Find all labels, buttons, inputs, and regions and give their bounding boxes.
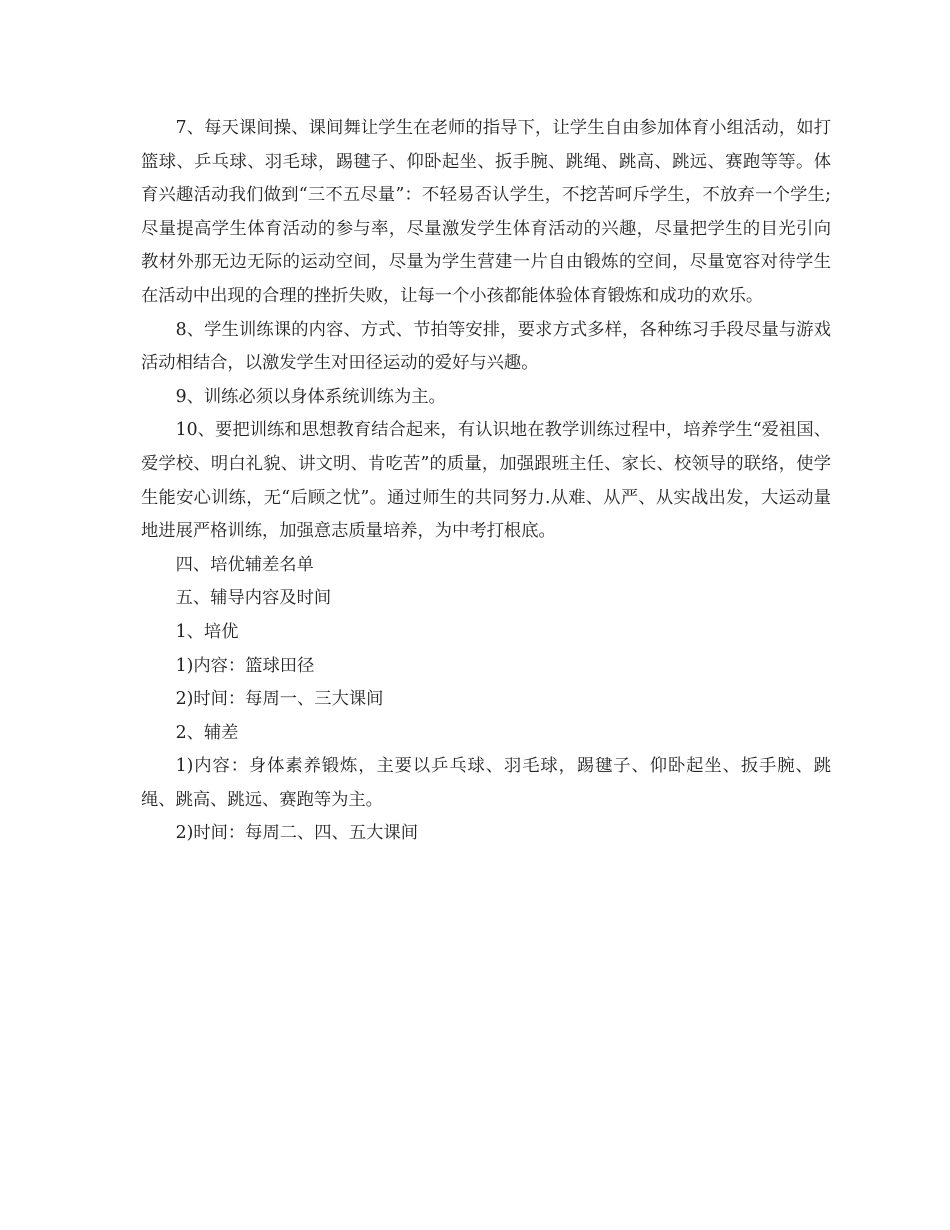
section-heading-5: 五、辅导内容及时间 xyxy=(175,588,332,609)
peiyou-time: 2)时间：每周一、三大课间 xyxy=(175,689,384,710)
subheading-peiyou: 1、培优 xyxy=(175,621,239,642)
peiyou-content: 1)内容：篮球田径 xyxy=(175,655,315,676)
subheading-fucha: 2、辅差 xyxy=(175,722,239,743)
paragraph-9: 9、训练必须以身体系统训练为主。 xyxy=(175,386,446,407)
document-body xyxy=(141,112,831,851)
fucha-time: 2)时间：每周二、四、五大课间 xyxy=(175,823,418,844)
paragraph-8: 8、学生训练课的内容、方式、节拍等安排，要求方式多样，各种练习手段尽量与游戏活动相结合，以激发学生对田径运动的爱好与兴趣。 xyxy=(141,319,831,374)
paragraph-10: 10、要把训练和思想教育结合起来，有认识地在教学训练过程中，培养学生“爱祖国、爱学校、明白礼貌、讲文明、肯吃苦”的质量，加强跟班主任、家长、校领导的联络，使学生能安心训练，无“后顾之忧”。通过师生的共同努力.从难、从严、从实战出发，大运动量地进展严格训练，加强意志质量培养，为中考打根底。 xyxy=(141,420,831,542)
fucha-content: 1)内容：身体素养锻炼，主要以乒乓球、羽毛球，踢毽子、仰卧起坐、扳手腕、跳绳、跳高、跳远、赛跑等为主。 xyxy=(141,756,831,810)
section-heading-4: 四、培优辅差名单 xyxy=(175,554,314,575)
paragraph-7: 7、每天课间操、课间舞让学生在老师的指导下，让学生自由参加体育小组活动，如打篮球、乒乓球、羽毛球，踢毽子、仰卧起坐、扳手腕、跳绳、跳高、跳远、赛跑等等。体育兴趣活动我们做到“三不五尽量”：不轻易否认学生，不挖苦呵斥学生，不放弃一个学生;尽量提高学生体育活动的参与率，尽量激发学生体育活动的兴趣，尽量把学生的目光引向教材外那无边无际的运动空间，尽量为学生营建一片自由锻炼的空间，尽量宽容对待学生在活动中出现的合理的挫折失败，让每一个小孩都能体验体育锻炼和成功的欢乐。 xyxy=(141,118,831,306)
